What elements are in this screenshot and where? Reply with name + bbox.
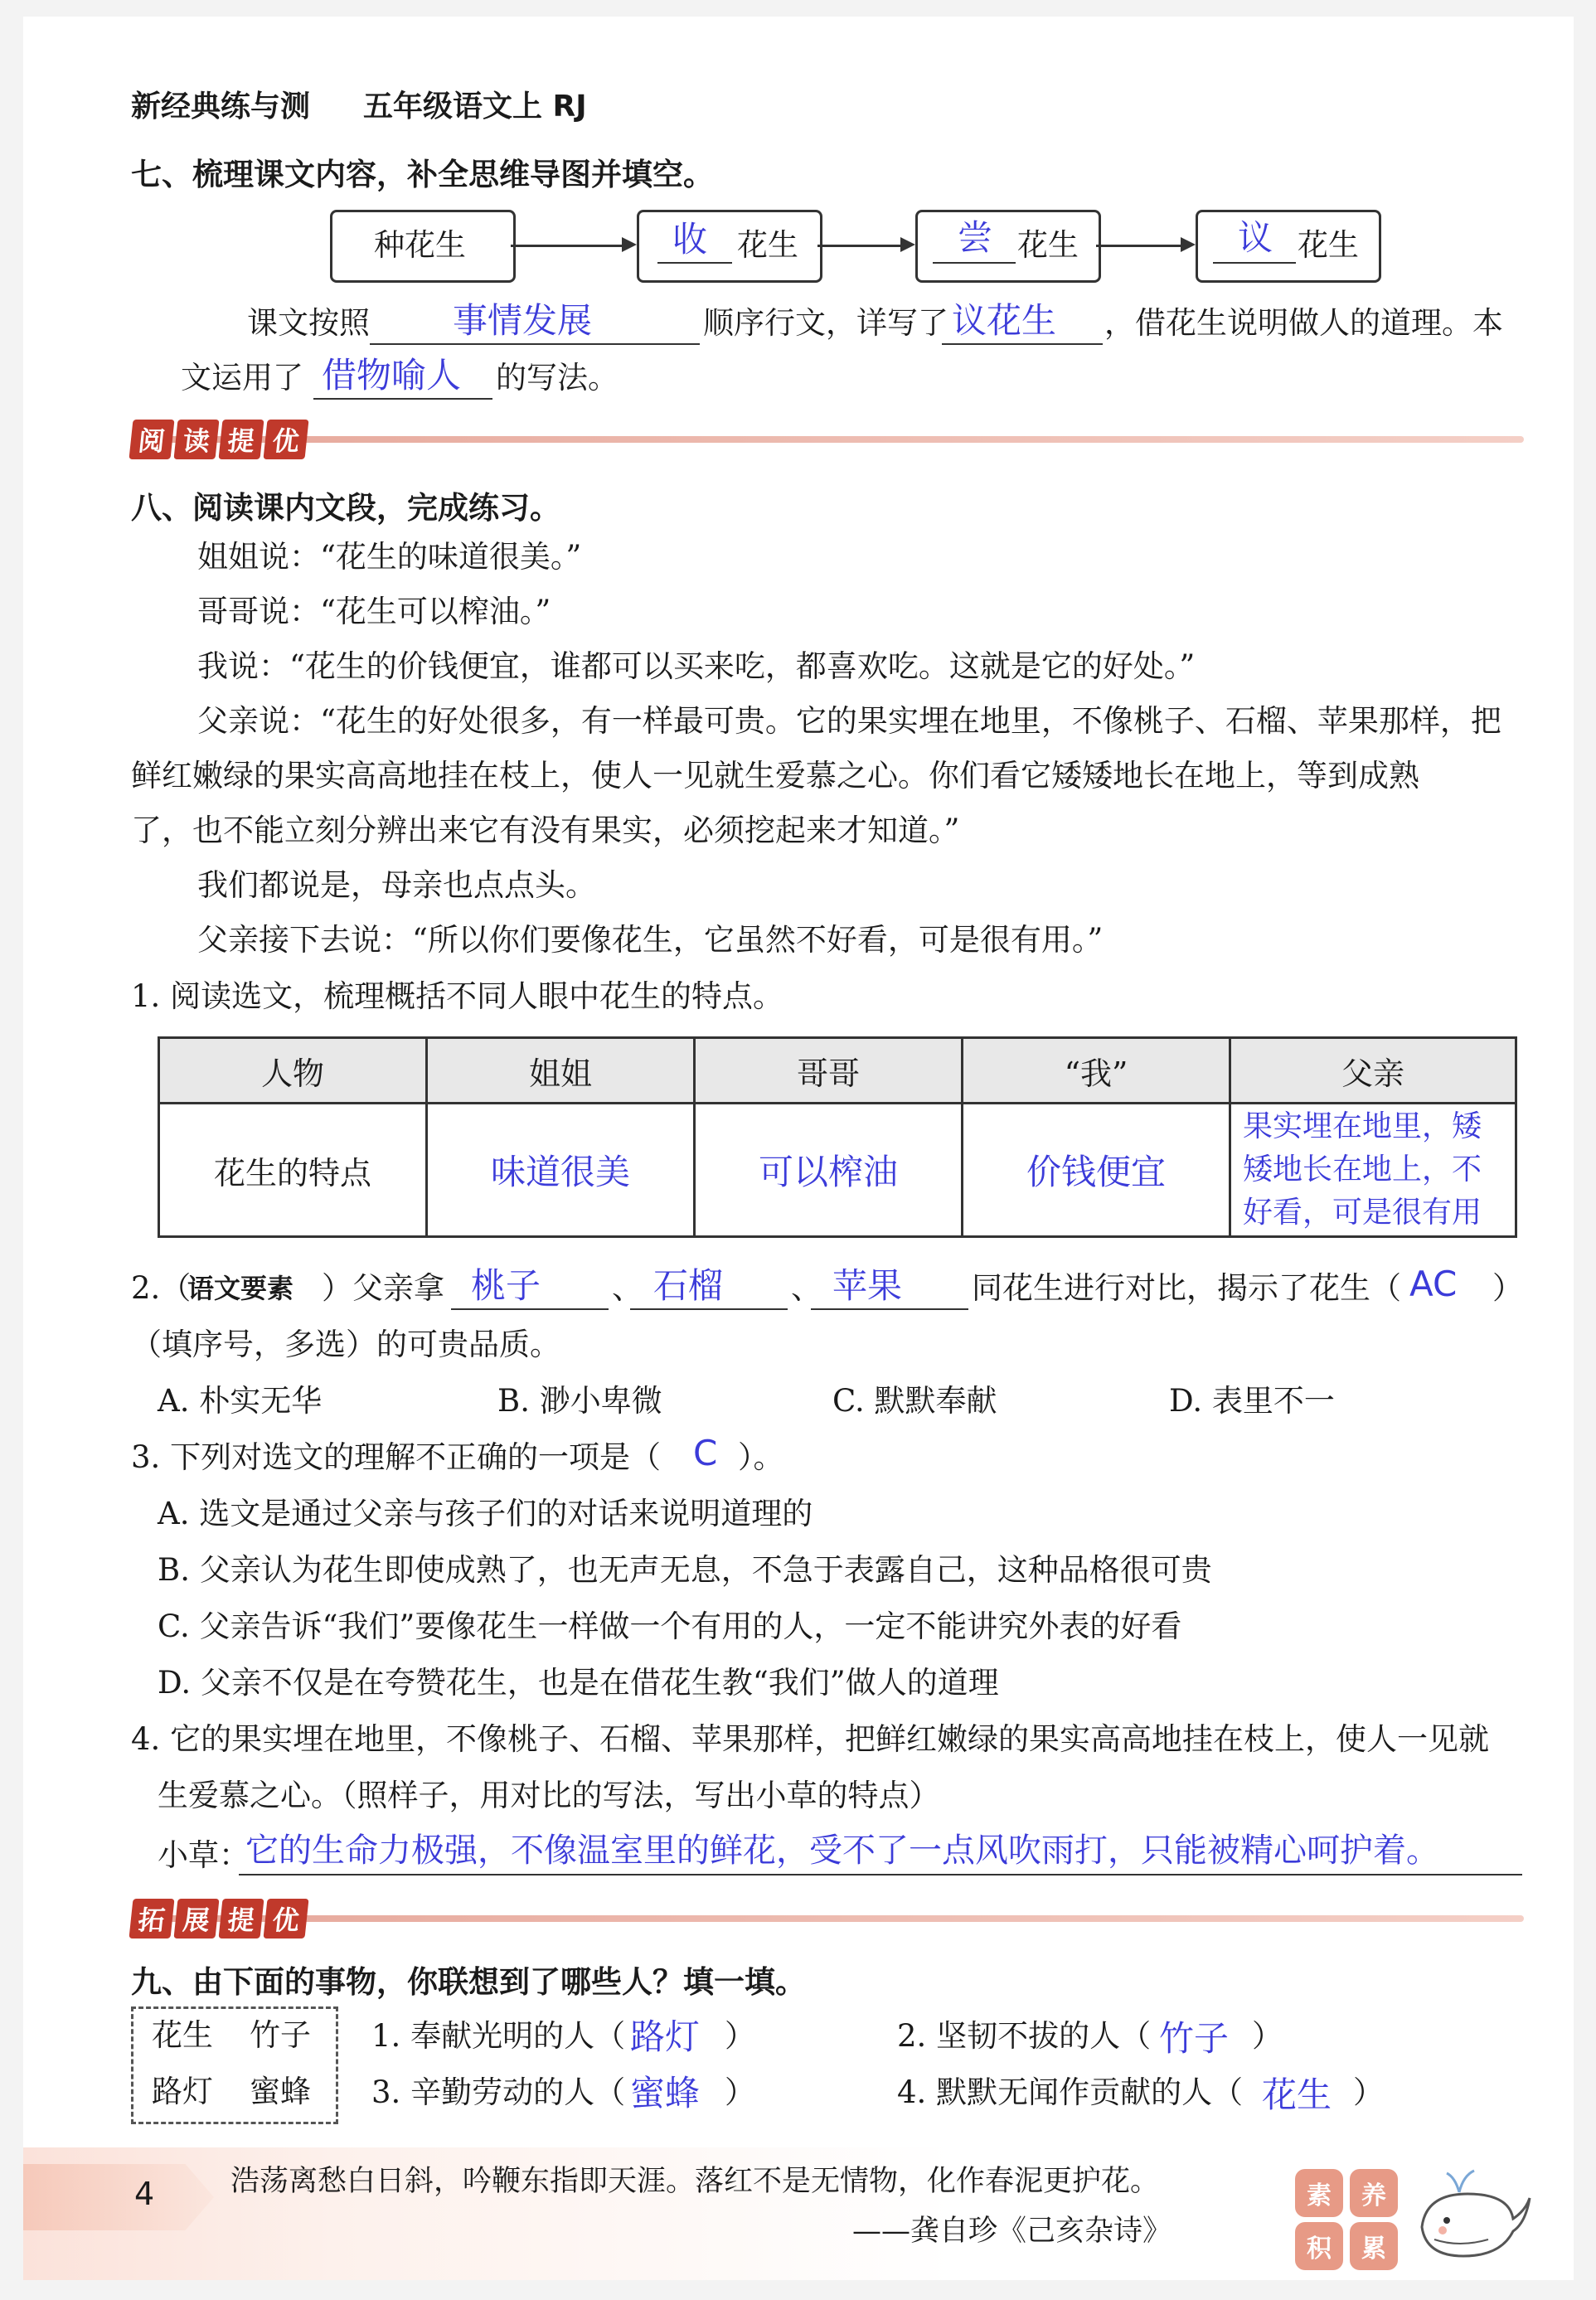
table-answer-sister: 味道很美: [490, 1152, 630, 1192]
q2-sep-1: 、: [612, 1270, 643, 1306]
section7-title: 七、梳理课文内容，补全思维导图并填空。: [131, 157, 714, 192]
table-answer-brother: 可以榨油: [758, 1152, 898, 1192]
s9-item-2-answer: 竹子: [1159, 2018, 1230, 2059]
header-series: 新经典练与测: [131, 90, 311, 124]
banner-chip: 展: [173, 1899, 219, 1939]
passage-line: 父亲接下去说：“所以你们要像花生，它虽然不好看，可是很有用。”: [197, 922, 1104, 958]
q2-blank-2: [630, 1308, 788, 1310]
fill-answer-1: 事情发展: [453, 300, 593, 341]
q4-line1: 4. 它的果实埋在地里，不像桃子、石榴、苹果那样，把鲜红嫩绿的果实高高地挂在枝上，使人一见就: [131, 1721, 1490, 1757]
q2-tag: 语文要素: [187, 1273, 294, 1304]
literacy-stamp: 累: [1350, 2222, 1398, 2270]
table-header-cell: 人物: [159, 1038, 427, 1104]
workbook-page: [23, 17, 1574, 2280]
q2-blank-answer-1: 桃子: [471, 1265, 541, 1306]
q3-option: B. 父亲认为花生即使成熟了，也无声无息，不急于表露自己，这种品格很可贵: [158, 1552, 1212, 1588]
banner-rule-2: [131, 1915, 1524, 1922]
passage-line: 鲜红嫩绿的果实高高地挂在枝上，使人一见就生爱慕之心。你们看它矮矮地长在地上，等到成熟: [131, 758, 1419, 793]
q2-option-b: B. 渺小卑微: [497, 1383, 662, 1419]
q2-blank-3: [811, 1308, 968, 1310]
fill-text-3: ，借花生说明做人的道理。本: [1104, 305, 1503, 341]
word-box: [131, 2006, 338, 2124]
literacy-stamp: 素: [1295, 2169, 1343, 2217]
q2-sep-2: 、: [791, 1270, 822, 1306]
table-answer-father-line: 好看，可是很有用: [1243, 1196, 1482, 1230]
literacy-stamp: 养: [1350, 2169, 1398, 2217]
fill-answer-3: 借物喻人: [322, 355, 462, 395]
q1-text: 1. 阅读选文，梳理概括不同人眼中花生的特点。: [131, 978, 784, 1014]
mind-map-node-4-blank: [1213, 262, 1296, 264]
mind-map-node-3-blank: [933, 262, 1016, 264]
mind-map-node-2-label: 花生: [737, 227, 798, 263]
q4-label: 小草：: [158, 1837, 250, 1873]
s9-item-3-close: ）: [725, 2074, 755, 2110]
mind-map-node-2-answer: 收: [672, 219, 708, 260]
passage-line: 我说：“花生的价钱便宜，谁都可以买来吃，都喜欢吃。这就是它的好处。”: [197, 648, 1196, 684]
mind-map-node-2-blank: [657, 262, 732, 264]
q3-option: D. 父亲不仅是在夸赞花生，也是在借花生教“我们”做人的道理: [158, 1665, 999, 1701]
table-header-cell: “我”: [963, 1038, 1230, 1104]
q3-text: 3. 下列对选文的理解不正确的一项是（: [131, 1439, 662, 1475]
q2-option-c: C. 默默奉献: [832, 1383, 997, 1419]
word-box-item: 竹子: [250, 2017, 311, 2053]
footer-attribution: ——龚自珍《己亥杂诗》: [852, 2215, 1172, 2248]
mind-map-node-4: [1196, 210, 1381, 283]
q3-answer: C: [693, 1433, 718, 1473]
literacy-stamp: 积: [1295, 2222, 1343, 2270]
header-grade: 五年级语文上 RJ: [363, 90, 587, 124]
fill-text-4: 文运用了: [181, 360, 303, 395]
table-answer-father-line: 矮地长在地上，不: [1243, 1152, 1482, 1186]
mind-map-node-4-answer: 议: [1238, 217, 1273, 258]
q3-option: C. 父亲告诉“我们”要像花生一样做一个有用的人，一定不能讲究外表的好看: [158, 1609, 1182, 1644]
s9-item-1-close: ）: [725, 2018, 755, 2054]
table-header-cell: 父亲: [1230, 1038, 1516, 1104]
fill-answer-2: 议花生: [952, 300, 1057, 341]
table-answer-me: 价钱便宜: [1026, 1152, 1166, 1192]
passage-line: 哥哥说：“花生可以榨油。”: [197, 594, 551, 629]
section9-title: 九、由下面的事物，你联想到了哪些人？填一填。: [131, 1964, 806, 2000]
whale-icon: [1409, 2161, 1534, 2268]
section-banner-reading: [131, 419, 310, 460]
banner-chip: 优: [263, 1899, 308, 1939]
banner-chip: 阅: [129, 420, 174, 459]
q4-answer: 它的生命力极强，不像温室里的鲜花，受不了一点风吹雨打，只能被精心呵护着。: [245, 1832, 1439, 1870]
fill-blank-1: [370, 343, 700, 345]
banner-chip: 拓: [129, 1899, 174, 1939]
mind-map-node-3-answer: 尝: [958, 217, 993, 258]
q3-option: A. 选文是通过父亲与孩子们的对话来说明道理的: [158, 1496, 813, 1531]
mind-map-node-1-label: 种花生: [374, 227, 466, 263]
fill-text-1: 课文按照: [247, 305, 370, 341]
table-header-row: [159, 1038, 1516, 1104]
page-number: 4: [134, 2176, 155, 2212]
s9-item-2-close: ）: [1252, 2018, 1283, 2054]
banner-chip: 提: [218, 1899, 264, 1939]
mind-map-node-2: [637, 210, 822, 283]
arrow-head-2: [900, 237, 915, 252]
mind-map-node-4-label: 花生: [1298, 227, 1359, 263]
banner-chip: 读: [173, 420, 219, 459]
banner-rule-1: [131, 436, 1524, 443]
q4-answer-line: [239, 1874, 1522, 1875]
arrow-line-1: [511, 245, 627, 247]
arrow-line-3: [1096, 245, 1186, 247]
arrow-head-3: [1181, 237, 1196, 252]
banner-chip: 提: [218, 420, 264, 459]
q2-option-d: D. 表里不一: [1169, 1383, 1335, 1419]
table-row: [159, 1104, 1516, 1237]
mind-map-node-3: [915, 210, 1101, 283]
s9-item-1-answer: 路灯: [630, 2016, 701, 2057]
s9-item-4-answer: 花生: [1262, 2074, 1332, 2115]
table-header-cell: 姐姐: [427, 1038, 695, 1104]
section-banner-extension: [131, 1898, 310, 1939]
q2-blank-1: [451, 1308, 609, 1310]
word-box-item: 花生: [152, 2017, 213, 2053]
q3-close: ）。: [738, 1439, 784, 1475]
s9-item-4-text: 4. 默默无闻作贡献的人（: [897, 2074, 1244, 2110]
q2-after: 同花生进行对比，揭示了花生（: [972, 1270, 1401, 1306]
mind-map-node-1: [330, 210, 516, 283]
q2-prefix: 2.（: [131, 1270, 192, 1306]
table-header-cell: 哥哥: [695, 1038, 963, 1104]
arrow-head-1: [622, 237, 637, 252]
q2-answer: AC: [1409, 1264, 1458, 1304]
s9-item-1-text: 1. 奉献光明的人（: [371, 2018, 626, 2054]
q2-close: ）: [1492, 1270, 1523, 1306]
footer-poem: 浩荡离愁白日斜，吟鞭东指即天涯。落红不是无情物，化作春泥更护花。: [230, 2165, 1160, 2198]
fill-blank-3: [313, 398, 492, 400]
section8-title: 八、阅读课内文段，完成练习。: [131, 490, 560, 526]
word-box-item: 路灯: [152, 2074, 213, 2109]
fill-blank-2: [942, 343, 1103, 345]
q2-blank-answer-2: 石榴: [653, 1265, 724, 1306]
q2-mid: ）父亲拿: [322, 1270, 444, 1306]
fill-text-5: 的写法。: [496, 360, 619, 395]
q2-line2: （填序号，多选）的可贵品质。: [131, 1327, 560, 1362]
q2-option-a: A. 朴实无华: [158, 1383, 323, 1419]
s9-item-3-answer: 蜜蜂: [630, 2073, 701, 2113]
word-box-item: 蜜蜂: [250, 2074, 311, 2109]
s9-item-3-text: 3. 辛勤劳动的人（: [371, 2074, 626, 2110]
table-answer-father-line: 果实埋在地里，矮: [1243, 1109, 1482, 1143]
s9-item-2-text: 2. 坚韧不拔的人（: [897, 2018, 1152, 2054]
banner-chip: 优: [263, 420, 308, 459]
q4-line2: 生爱慕之心。（照样子，用对比的写法，写出小草的特点）: [158, 1778, 940, 1813]
fill-text-2: 顺序行文，详写了: [703, 305, 948, 341]
passage-line: 我们都说是，母亲也点点头。: [197, 867, 596, 903]
arrow-line-2: [817, 245, 905, 247]
table-row-label: 花生的特点: [159, 1104, 427, 1237]
page-number-tab: [23, 2164, 214, 2230]
q2-blank-answer-3: 苹果: [832, 1265, 903, 1306]
passage-line: 父亲说：“花生的好处很多，有一样最可贵。它的果实埋在地里，不像桃子、石榴、苹果那样，把: [197, 703, 1501, 739]
mind-map-node-3-label: 花生: [1017, 227, 1079, 263]
characteristics-table: [158, 1036, 1517, 1238]
s9-item-4-close: ）: [1353, 2074, 1384, 2110]
passage-line: 姐姐说：“花生的味道很美。”: [197, 539, 582, 575]
passage-line: 了，也不能立刻分辨出来它有没有果实，必须挖起来才知道。”: [131, 813, 960, 848]
